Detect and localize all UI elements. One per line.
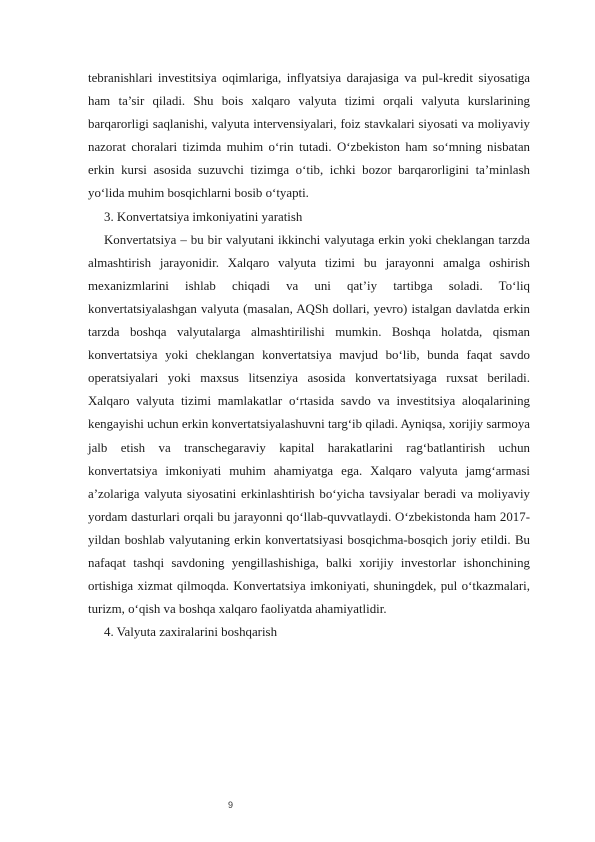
page-body [88,67,530,644]
section-heading-valyuta-zaxiralari: 4. Valyuta zaxiralarini boshqarish [104,625,278,640]
section-heading-konvertatsiya: 3. Konvertatsiya imkoniyatini yaratish [104,209,303,224]
paragraph-konvertatsiya: Konvertatsiya – bu bir valyutani ikkinchi valyutaga erkin yoki cheklangan tarzda almashtirish jarayonidir. Xalqaro valyuta tizimi bu jarayonni amalga oshirish mexanizmlarini ishlab chiqadi va uni qat’iy tartibga soladi. To‘liq konvertatsiyalashgan valyuta (masalan, AQSh dollari, yevro) istalgan davlatda erkin tarzda boshqa valyutalarga almashtirilishi mumkin. Boshqa holatda, qisman konvertatsiya yoki cheklangan konvertatsiya mavjud bo‘lib, bunda faqat savdo operatsiyalari yoki maxsus litsenziya asosida konvertatsiyaga ruxsat beriladi. Xalqaro valyuta tizimi mamlakatlar o‘rtasida savdo va investitsiya aloqalarining kengayishi uchun erkin konvertatsiyalashuvni targ‘ib qiladi. Ayniqsa, xorijiy sarmoya jalb etish va transchegaraviy kapital harakatlarini rag‘batlantirish uchun konvertatsiya imkoniyati muhim ahamiyatga ega. Xalqaro valyuta jamg‘armasi a’zolariga valyuta siyosatini erkinlashtirish bo‘yicha tavsiyalar beradi va moliyaviy yordam dasturlari orqali bu jarayonni qo‘llab-quvvatlaydi. O‘zbekistonda ham 2017-yildan boshlab valyutaning erkin konvertatsiyasi bosqichma-bosqich joriy etildi. Bu nafaqat tashqi savdoning yengillashishiga, balki xorijiy investorlar ishonchining ortishiga xizmat qilmoqda. Konvertatsiya imkoniyati, shuningdek, pul o‘tkazmalari, turizm, o‘qish va boshqa xalqaro faoliyatda ahamiyatlidir. [88,232,530,617]
page-number: 9 [228,800,234,810]
paragraph-continuation: tebranishlari investitsiya oqimlariga, inflyatsiya darajasiga va pul-kredit siyosatiga ham ta’sir qiladi. Shu bois xalqaro valyuta tizimi orqali valyuta kurslarining barqarorligi saqlanishi, valyuta intervensiyalari, foiz stavkalari siyosati va moliyaviy nazorat choralari tizimda muhim o‘rin tutadi. O‘zbekiston ham so‘mning nisbatan erkin kursi asosida suzuvchi tizimga o‘tib, ichki bozor barqarorligini ta’minlash yo‘lida muhim bosqichlarni bosib o‘tyapti. [88,71,530,201]
